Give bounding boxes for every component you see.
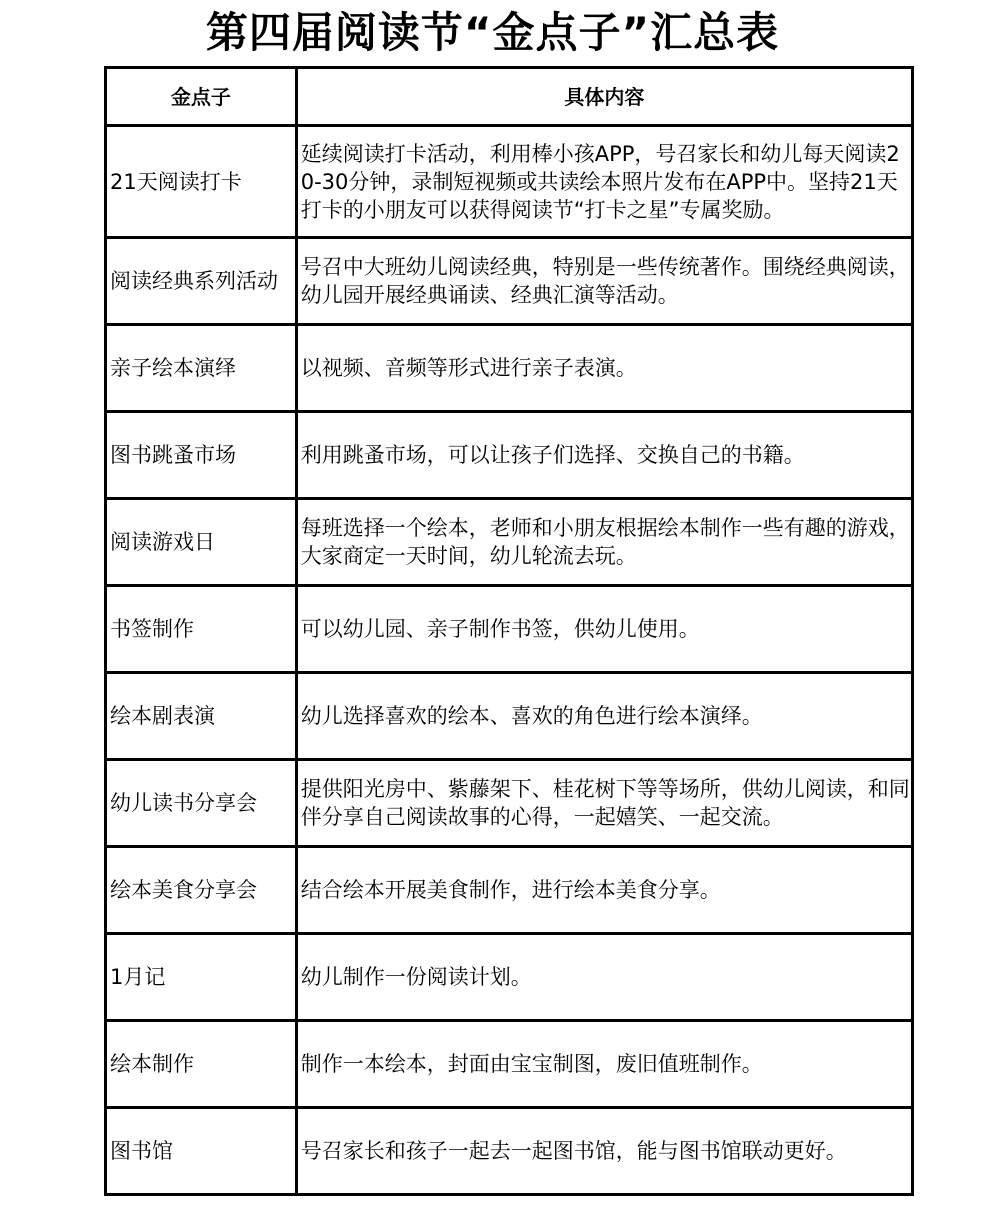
table-row [106, 412, 913, 499]
idea-cell: 幼儿读书分享会 [106, 760, 297, 847]
table-row [106, 1108, 913, 1195]
table-row [106, 586, 913, 673]
content-cell: 幼儿制作一份阅读计划。 [296, 934, 912, 1021]
page-title: 第四届阅读节“金点子”汇总表 [205, 8, 780, 57]
idea-cell: 1月记 [106, 934, 297, 1021]
table-row [106, 934, 913, 1021]
idea-cell: 图书馆 [106, 1108, 297, 1195]
table-row [106, 126, 913, 238]
table-row [106, 847, 913, 934]
content-cell: 提供阳光房中、紫藤架下、桂花树下等等场所，供幼儿阅读，和同伴分享自己阅读故事的心得，一起嬉笑、一起交流。 [296, 760, 912, 847]
content-cell: 结合绘本开展美食制作，进行绘本美食分享。 [296, 847, 912, 934]
ideas-table [104, 66, 914, 1196]
table-row [106, 238, 913, 325]
table-header-row [106, 68, 913, 126]
idea-cell: 绘本美食分享会 [106, 847, 297, 934]
idea-cell: 图书跳蚤市场 [106, 412, 297, 499]
content-cell: 每班选择一个绘本，老师和小朋友根据绘本制作一些有趣的游戏，大家商定一天时间，幼儿轮流去玩。 [296, 499, 912, 586]
content-cell: 利用跳蚤市场，可以让孩子们选择、交换自己的书籍。 [296, 412, 912, 499]
table-row [106, 325, 913, 412]
content-cell: 以视频、音频等形式进行亲子表演。 [296, 325, 912, 412]
content-cell: 号召家长和孩子一起去一起图书馆，能与图书馆联动更好。 [296, 1108, 912, 1195]
content-cell: 幼儿选择喜欢的绘本、喜欢的角色进行绘本演绎。 [296, 673, 912, 760]
header-content: 具体内容 [296, 68, 912, 126]
idea-cell: 绘本剧表演 [106, 673, 297, 760]
table-row [106, 499, 913, 586]
content-cell: 制作一本绘本，封面由宝宝制图，废旧值班制作。 [296, 1021, 912, 1108]
table-row [106, 760, 913, 847]
content-cell: 号召中大班幼儿阅读经典，特别是一些传统著作。围绕经典阅读，幼儿园开展经典诵读、经典汇演等活动。 [296, 238, 912, 325]
table-row [106, 673, 913, 760]
idea-cell: 绘本制作 [106, 1021, 297, 1108]
idea-cell: 21天阅读打卡 [106, 126, 297, 238]
content-cell: 可以幼儿园、亲子制作书签，供幼儿使用。 [296, 586, 912, 673]
idea-cell: 阅读游戏日 [106, 499, 297, 586]
table-row [106, 1021, 913, 1108]
header-idea: 金点子 [106, 68, 297, 126]
content-cell: 延续阅读打卡活动，利用棒小孩APP，号召家长和幼儿每天阅读20-30分钟，录制短视频或共读绘本照片发布在APP中。坚持21天打卡的小朋友可以获得阅读节“打卡之星”专属奖励。 [296, 126, 912, 238]
idea-cell: 亲子绘本演绎 [106, 325, 297, 412]
idea-cell: 阅读经典系列活动 [106, 238, 297, 325]
idea-cell: 书签制作 [106, 586, 297, 673]
